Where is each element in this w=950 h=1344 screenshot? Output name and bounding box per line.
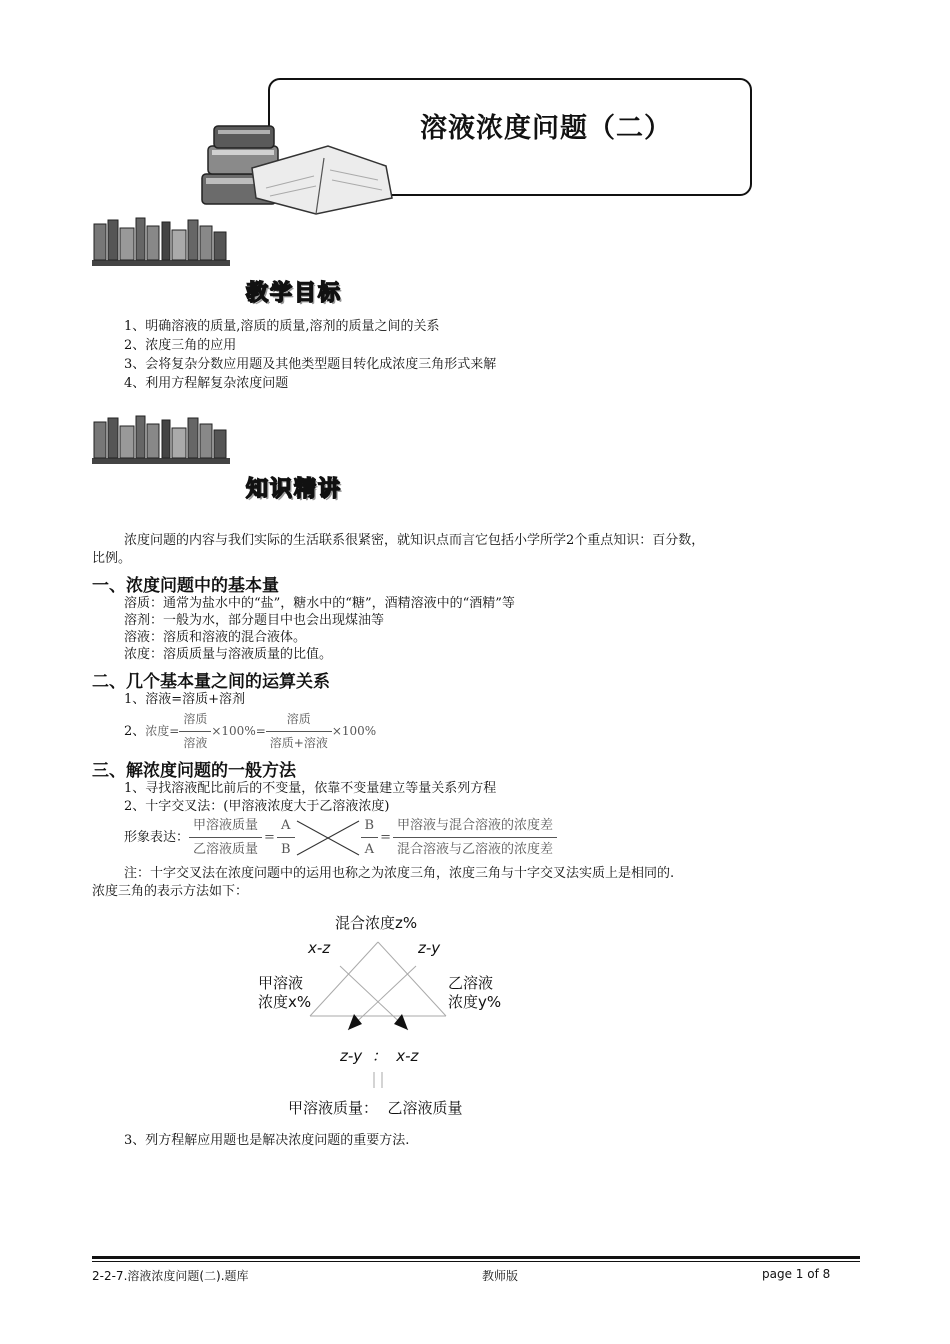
- section-1-title: 一、浓度问题中的基本量: [92, 576, 279, 596]
- fraction: [189, 816, 262, 859]
- numerator: B: [361, 816, 379, 838]
- definition-line: 溶剂：一般为水，部分题目中也会出现煤油等: [124, 613, 385, 628]
- equals-sign: =: [264, 830, 275, 845]
- formula-mid: ×100%=: [211, 724, 266, 738]
- equals-sign: =: [380, 830, 391, 845]
- goal-item: 2、浓度三角的应用: [124, 338, 237, 353]
- footer-left: 2-2-7.溶液浓度问题(二).题库: [92, 1269, 249, 1283]
- fraction: [393, 816, 557, 859]
- definition-line: 溶质：通常为盐水中的“盐”，糖水中的“糖”，酒精溶液中的“酒精”等: [124, 596, 515, 611]
- intro-text: 浓度问题的内容与我们实际的生活联系很紧密，就知识点而言它包括小学所学2个重点知识：百分数，: [124, 533, 705, 548]
- goal-item: 1、明确溶液的质量,溶质的质量,溶剂的质量之间的关系: [124, 319, 440, 334]
- method-line: 2、十字交叉法：(甲溶液浓度大于乙溶液浓度): [124, 799, 390, 814]
- section-heading-goals: 教学目标: [246, 280, 343, 306]
- fraction: [277, 816, 295, 859]
- concentration-formula: [124, 710, 376, 753]
- cross-label: 形象表达：: [124, 830, 190, 845]
- triangle-right-edge-label: z-y: [418, 939, 441, 957]
- footer-rule: [92, 1261, 860, 1262]
- formula-lhs: 浓度=: [145, 724, 180, 738]
- bookshelf-icon: [92, 414, 232, 466]
- footer-center: 教师版: [482, 1269, 519, 1283]
- definition-line: 浓度：溶质质量与溶液质量的比值。: [124, 647, 333, 662]
- definition-line: 溶液：溶质和溶液的混合液体。: [124, 630, 307, 645]
- numerator: 甲溶液与混合溶液的浓度差: [393, 816, 557, 838]
- formula-prefix: 2、: [124, 724, 146, 739]
- numerator: A: [277, 816, 295, 838]
- goal-item: 3、会将复杂分数应用题及其他类型题目转化成浓度三角形式来解: [124, 357, 497, 372]
- cross-method-expression: [124, 816, 557, 859]
- section-3-title: 三、解浓度问题的一般方法: [92, 761, 296, 781]
- note-text: 浓度三角的表示方法如下：: [92, 884, 249, 899]
- page-title: 溶液浓度问题（二）: [420, 113, 672, 144]
- triangle-right-label: 浓度y%: [448, 993, 502, 1011]
- triangle-left-edge-label: x-z: [308, 939, 331, 957]
- denominator: 混合溶液与乙溶液的浓度差: [396, 842, 553, 857]
- triangle-top-label: 混合浓度z%: [335, 914, 418, 932]
- denominator: A: [364, 842, 374, 857]
- cross-lines: [295, 817, 361, 859]
- numerator: 溶质: [179, 710, 211, 732]
- bookshelf-icon: [92, 216, 232, 268]
- numerator: 甲溶液质量: [189, 816, 262, 838]
- books-illustration: [196, 118, 404, 218]
- section-2-title: 二、几个基本量之间的运算关系: [92, 672, 330, 692]
- goal-item: 4、利用方程解复杂浓度问题: [124, 376, 289, 391]
- denominator: 溶液: [183, 736, 208, 750]
- footer-rule: [92, 1256, 860, 1259]
- denominator: B: [280, 842, 291, 857]
- fraction: [179, 710, 211, 753]
- denominator: 溶质+溶液: [269, 736, 328, 750]
- relation-line: 1、溶液=溶质+溶剂: [124, 692, 246, 707]
- denominator: 乙溶液质量: [193, 842, 259, 857]
- triangle-bottom-label: 甲溶液质量： 乙溶液质量: [288, 1099, 463, 1117]
- fraction: [361, 816, 379, 859]
- triangle-left-label: 浓度x%: [258, 993, 312, 1011]
- method-line: 1、寻找溶液配比前后的不变量，依靠不变量建立等量关系列方程: [124, 781, 497, 796]
- fraction: [266, 710, 332, 753]
- triangle-left-label: 甲溶液: [258, 974, 304, 992]
- page-number: page 1 of 8: [762, 1267, 831, 1281]
- section-heading-knowledge: 知识精讲: [246, 476, 343, 502]
- intro-text: 比例。: [92, 551, 132, 566]
- formula-end: ×100%: [331, 724, 377, 738]
- triangle-right-label: 乙溶液: [448, 974, 494, 992]
- method-line: 3、列方程解应用题也是解决浓度问题的重要方法.: [124, 1133, 410, 1148]
- note-text: 注：十字交叉法在浓度问题中的运用也称之为浓度三角，浓度三角与十字交叉法实质上是相同的.: [124, 866, 675, 881]
- numerator: 溶质: [266, 710, 332, 732]
- triangle-ratio-label: z-y ： x-z: [340, 1047, 419, 1065]
